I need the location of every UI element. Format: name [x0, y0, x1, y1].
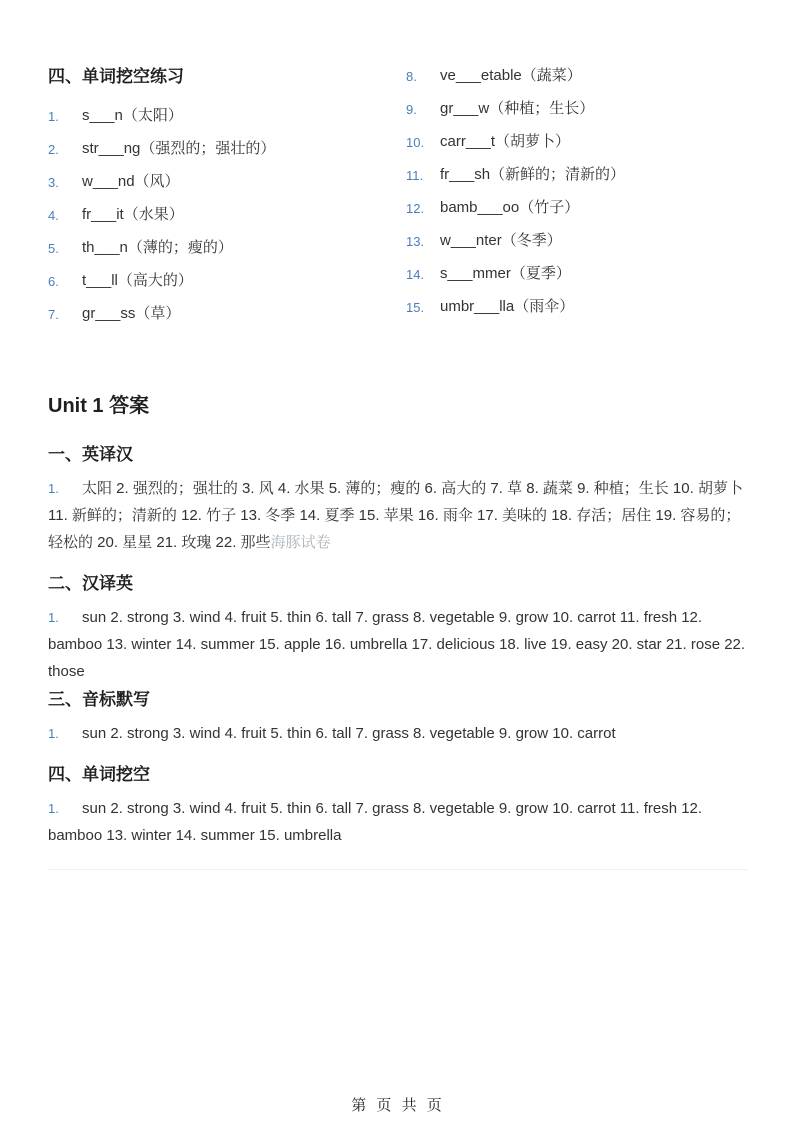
- item-text: w___nter（冬季）: [440, 232, 562, 249]
- answer-section-zh-to-en: [48, 572, 748, 685]
- word-item: [48, 138, 398, 160]
- item-text: th___n（薄的；瘦的）: [82, 239, 233, 256]
- item-text: fr___it（水果）: [82, 206, 184, 223]
- word-item: [406, 131, 748, 153]
- page-footer: [0, 1094, 793, 1115]
- item-text: s___mmer（夏季）: [440, 265, 571, 282]
- word-blank-exercise: [48, 65, 748, 336]
- section-divider: [48, 869, 748, 870]
- word-item: [48, 270, 398, 292]
- item-text: str___ng（强烈的；强壮的）: [82, 140, 276, 157]
- item-number: 7.: [48, 307, 59, 322]
- exercise-heading: 四、单词挖空练习: [48, 67, 184, 86]
- word-item: [48, 303, 398, 325]
- answer-section-heading: 四、单词挖空: [48, 765, 150, 784]
- item-text: s___n（太阳）: [82, 107, 183, 124]
- paragraph-number: 1.: [48, 801, 59, 816]
- item-text: gr___ss（草）: [82, 305, 181, 322]
- item-number: 10.: [406, 135, 425, 150]
- item-text: gr___w（种植；生长）: [440, 100, 595, 117]
- paragraph-number: 1.: [48, 481, 59, 496]
- paragraph-text: sun 2. strong 3. wind 4. fruit 5. thin 6. tall 7. grass 8. vegetable 9. grow 10. carrot 11. fresh 12. bamboo 13. winter 14. summer 15. apple 16. umbrella 17. delicious 18. live 19. easy 20. star 21. rose 22. those: [48, 609, 746, 680]
- answer-section-heading: 二、汉译英: [48, 574, 133, 593]
- item-number: 3.: [48, 175, 59, 190]
- exercise-right-column: [398, 65, 748, 336]
- word-item: [406, 230, 748, 252]
- watermark-text: 海豚试卷: [270, 534, 331, 551]
- page-footer-text: 第 页 共 页: [351, 1097, 442, 1114]
- word-item: [48, 105, 398, 127]
- word-item: [48, 171, 398, 193]
- item-number: 13.: [406, 234, 425, 249]
- word-item: [406, 164, 748, 186]
- word-item: [406, 197, 748, 219]
- item-text: ve___etable（蔬菜）: [440, 67, 582, 84]
- word-item: [406, 65, 748, 87]
- item-text: fr___sh（新鲜的；清新的）: [440, 166, 626, 183]
- paragraph-number: 1.: [48, 726, 59, 741]
- item-text: t___ll（高大的）: [82, 272, 193, 289]
- word-item: [406, 263, 748, 285]
- item-number: 2.: [48, 142, 59, 157]
- item-number: 1.: [48, 109, 59, 124]
- item-text: carr___t（胡萝卜）: [440, 133, 571, 150]
- paragraph-text: sun 2. strong 3. wind 4. fruit 5. thin 6. tall 7. grass 8. vegetable 9. grow 10. carrot 11. fresh 12. bamboo 13. winter 14. summer 15. umbrella: [48, 800, 703, 844]
- word-item: [48, 237, 398, 259]
- answer-section-en-to-zh: [48, 443, 748, 556]
- answer-section-heading: 三、音标默写: [48, 690, 150, 709]
- paragraph-number: 1.: [48, 610, 59, 625]
- item-number: 15.: [406, 300, 425, 315]
- answer-paragraph: [48, 475, 748, 556]
- word-item: [406, 98, 748, 120]
- item-number: 9.: [406, 102, 417, 117]
- answer-paragraph: [48, 795, 748, 849]
- exercise-left-column: [48, 65, 398, 336]
- item-number: 12.: [406, 201, 425, 216]
- item-number: 14.: [406, 267, 425, 282]
- item-number: 6.: [48, 274, 59, 289]
- item-number: 8.: [406, 69, 417, 84]
- paragraph-text: sun 2. strong 3. wind 4. fruit 5. thin 6. tall 7. grass 8. vegetable 9. grow 10. carrot: [82, 725, 616, 742]
- answer-section-phonetics: [48, 688, 748, 747]
- answer-section-heading: 一、英译汉: [48, 445, 133, 464]
- item-number: 5.: [48, 241, 59, 256]
- item-text: umbr___lla（雨伞）: [440, 298, 575, 315]
- item-number: 4.: [48, 208, 59, 223]
- answer-paragraph: [48, 604, 748, 685]
- answer-paragraph: [48, 720, 748, 747]
- paragraph-text: 太阳 2. 强烈的；强壮的 3. 风 4. 水果 5. 薄的；瘦的 6. 高大的 7. 草 8. 蔬菜 9. 种植；生长 10. 胡萝卜 11. 新鲜的；清新的 12. 竹子 13. 冬季 14. 夏季 15. 苹果 16. 雨伞 17. 美味的 18. 存活；居住 19. 容易的；轻松的 20. 星星 21. 玫瑰 22. 那些: [48, 480, 743, 551]
- answer-section-word-blanks: [48, 763, 748, 849]
- unit-answers-title: Unit 1 答案: [48, 395, 150, 417]
- page-content: [48, 65, 748, 870]
- item-text: bamb___oo（竹子）: [440, 199, 580, 216]
- word-item: [406, 296, 748, 318]
- word-item: [48, 204, 398, 226]
- item-text: w___nd（风）: [82, 173, 180, 190]
- item-number: 11.: [406, 168, 424, 183]
